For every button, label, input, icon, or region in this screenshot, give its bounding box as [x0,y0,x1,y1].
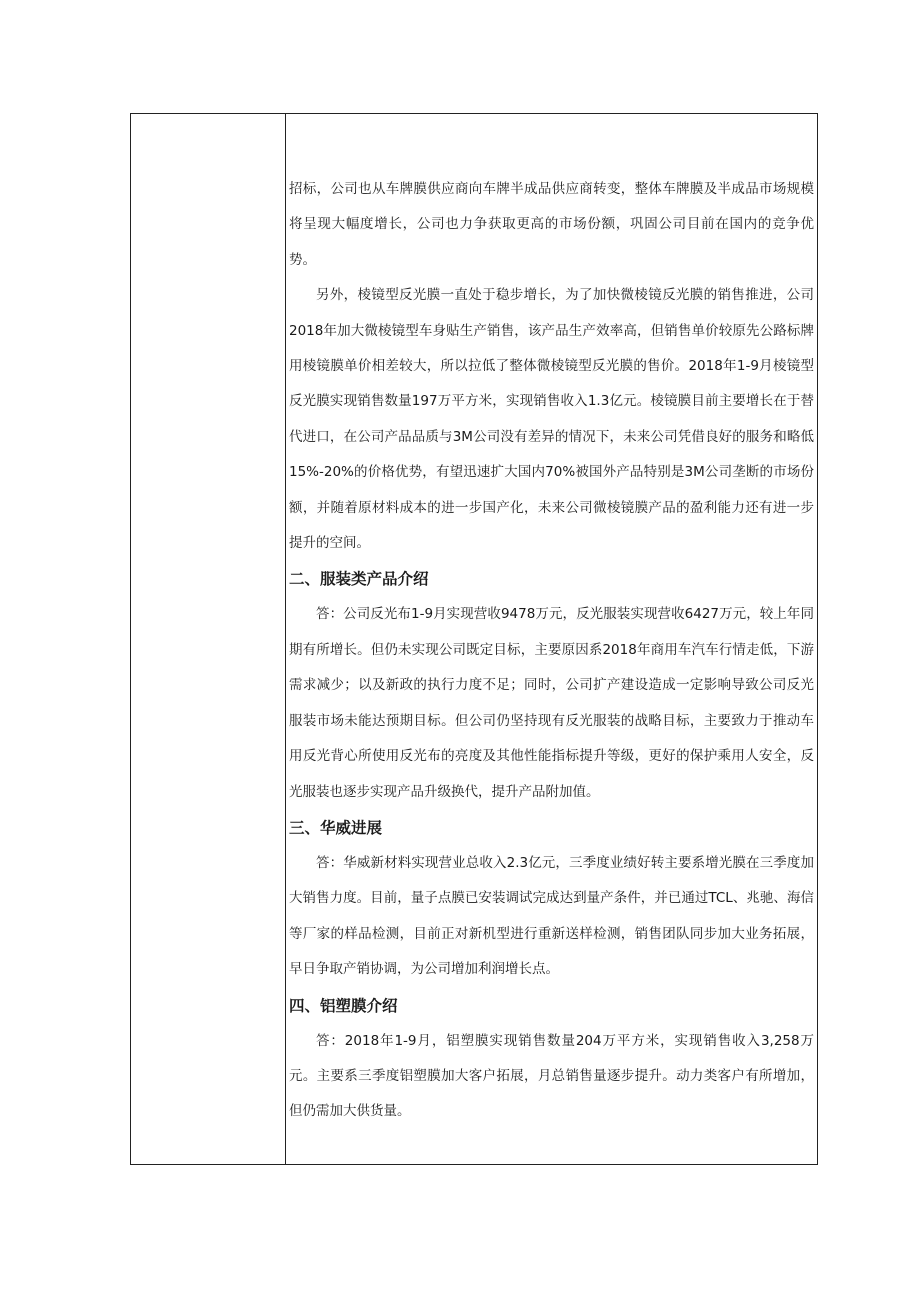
left-column-cell [131,114,286,1164]
content-table [130,113,818,1165]
heading-aluminum-plastic-film: 四、铝塑膜介绍 [289,996,398,1015]
paragraph-prism-film: 另外，棱镜型反光膜一直处于稳步增长，为了加快微棱镜反光膜的销售推进，公司2018年加大微棱镜型车身贴生产销售，该产品生产效率高，但销售单价较原先公路标牌用棱镜膜单价相差较大，所以拉低了整体微棱镜型反光膜的售价。2018年1-9月棱镜型反光膜实现销售数量197万平方米，实现销售收入1.3亿元。棱镜膜目前主要增长在于替代进口，在公司产品品质与3M公司没有差异的情况下，未来公司凭借良好的服务和略低15%-20%的价格优势，有望迅速扩大国内70%被国外产品特别是3M公司垄断的市场份额，并随着原材料成本的进一步国产化，未来公司微棱镜膜产品的盈利能力还有进一步提升的空间。 [289,287,814,552]
right-column-content [289,172,814,1130]
paragraph-huawei: 答：华威新材料实现营业总收入2.3亿元，三季度业绩好转主要系增光膜在三季度加大销售力度。目前，量子点膜已安装调试完成达到量产条件，并已通过TCL、兆驰、海信等厂家的样品检测，目前正对新机型进行重新送样检测，销售团队同步加大业务拓展，早日争取产销协调，为公司增加利润增长点。 [289,854,814,978]
paragraph-license-plate: 招标，公司也从车牌膜供应商向车牌半成品供应商转变，整体车牌膜及半成品市场规模将呈现大幅度增长，公司也力争获取更高的市场份额，巩固公司目前在国内的竞争优势。 [289,181,814,268]
paragraph-apparel: 答：公司反光布1-9月实现营收9478万元，反光服装实现营收6427万元，较上年同期有所增长。但仍未实现公司既定目标，主要原因系2018年商用车汽车行情走低，下游需求减少；以及新政的执行力度不足；同时，公司扩产建设造成一定影响导致公司反光服装市场未能达预期目标。但公司仍坚持现有反光服装的战略目标，主要致力于推动车用反光背心所使用反光布的亮度及其他性能指标提升等级，更好的保护乘用人安全，反光服装也逐步实现产品升级换代，提升产品附加值。 [289,606,814,800]
heading-apparel: 二、服装类产品介绍 [289,570,429,589]
paragraph-aluminum-plastic-film: 答：2018年1-9月，铝塑膜实现销售数量204万平方米，实现销售收入3,258万元。主要系三季度铝塑膜加大客户拓展，月总销售量逐步提升。动力类客户有所增加，但仍需加大供货量。 [289,1032,814,1120]
heading-huawei: 三、华威进展 [289,818,383,837]
